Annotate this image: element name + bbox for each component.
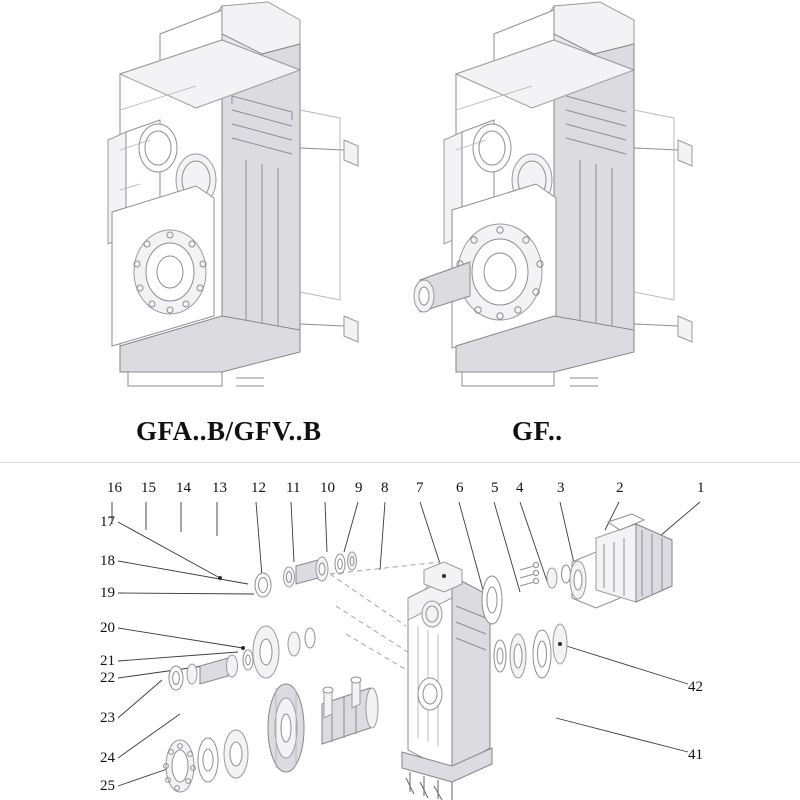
- callout-9: 9: [355, 480, 363, 496]
- exploded-parts-upper-shaft: [255, 552, 357, 597]
- leader-lines-right: [556, 644, 688, 752]
- exploded-view-svg: [0, 466, 800, 800]
- callout-20: 20: [100, 620, 115, 636]
- callout-42: 42: [688, 679, 703, 695]
- callout-6: 6: [456, 480, 464, 496]
- callout-7: 7: [416, 480, 424, 496]
- exploded-view: [0, 466, 800, 800]
- exploded-parts-lower-shaft: [164, 677, 378, 792]
- callout-2: 2: [616, 480, 624, 496]
- callout-23: 23: [100, 710, 115, 726]
- callout-21: 21: [100, 653, 115, 669]
- caption-gf: GF..: [512, 416, 563, 446]
- callout-5: 5: [491, 480, 499, 496]
- figure-captions: [0, 408, 800, 460]
- callout-15: 15: [141, 480, 156, 496]
- callout-11: 11: [286, 480, 301, 496]
- callout-labels: [100, 480, 705, 794]
- callout-22: 22: [100, 670, 115, 686]
- caption-gfab-gfvb: GFA..B/GFV..B: [136, 416, 322, 446]
- callout-14: 14: [176, 480, 191, 496]
- callout-13: 13: [212, 480, 227, 496]
- callout-17: 17: [100, 514, 115, 530]
- callout-25: 25: [100, 778, 115, 794]
- gear-unit-gf-isometric: [414, 2, 692, 386]
- callout-1: 1: [697, 480, 705, 496]
- exploded-parts-right: [482, 514, 672, 678]
- callout-4: 4: [516, 480, 524, 496]
- gear-unit-gfab-gfvb-isometric: [108, 2, 358, 386]
- section-divider: [0, 462, 800, 463]
- callout-12: 12: [251, 480, 266, 496]
- callout-8: 8: [381, 480, 389, 496]
- callout-19: 19: [100, 585, 115, 601]
- callout-18: 18: [100, 553, 115, 569]
- exploded-parts-middle-shaft: [169, 626, 315, 690]
- callout-10: 10: [320, 480, 335, 496]
- callout-16: 16: [107, 480, 122, 496]
- callout-3: 3: [557, 480, 565, 496]
- callout-24: 24: [100, 750, 115, 766]
- callout-41: 41: [688, 747, 703, 763]
